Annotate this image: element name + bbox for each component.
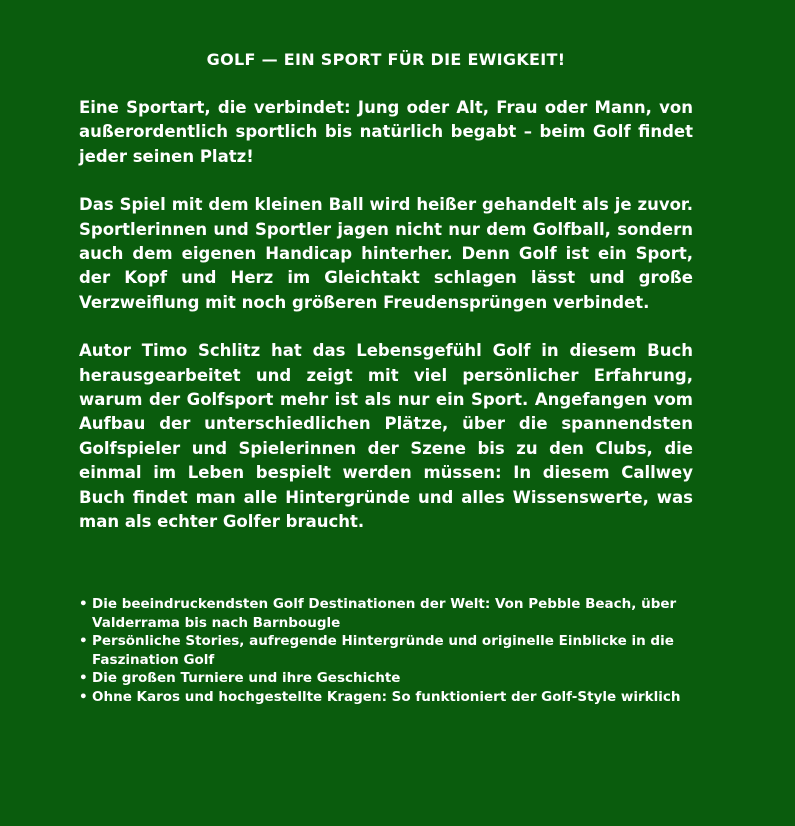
list-item-text: Persönliche Stories, aufregende Hintergründe und originelle Einblicke in die Faszination Golf <box>92 633 674 668</box>
bullet-icon: • <box>79 596 88 612</box>
bullet-icon: • <box>79 670 88 686</box>
list-item <box>79 688 693 707</box>
book-blurb <box>79 50 693 705</box>
page-title: GOLF — EIN SPORT FÜR DIE EWIGKEIT! <box>206 50 566 69</box>
list-item <box>79 669 693 688</box>
bullet-icon: • <box>79 688 88 705</box>
bullet-icon: • <box>79 633 88 649</box>
list-item-text: Die großen Turniere und ihre Geschichte <box>92 670 401 686</box>
list-item <box>79 632 693 669</box>
author-paragraph: Autor Timo Schlitz hat das Lebensgefühl Golf in diesem Buch herausgearbeitet und zeigt mit viel persönlicher Erfahrung, warum der Golfsport mehr ist als nur ein Sport. Angefangen vom Aufbau der unterschiedlichen Plätze, über die spannendsten Golfspieler und Spielerinnen der Szene bis zu den Clubs, die einmal im Leben bespielt werden müssen: In diesem Callwey Buch findet man alle Hintergründe und alles Wissenswerte, was man als echter Golfer braucht. <box>79 341 693 532</box>
body-paragraph: Das Spiel mit dem kleinen Ball wird heißer gehandelt als je zuvor. Sportlerinnen und Sportler jagen nicht nur dem Golfball, sondern auch dem eigenen Handicap hinterher. Denn Golf ist ein Sport, der Kopf und Herz im Gleichtakt schlagen lässt und große Verzweiflung mit noch größeren Freudensprüngen verbindet. <box>79 195 693 312</box>
intro-paragraph: Eine Sportart, die verbindet: Jung oder Alt, Frau oder Mann, von außerordentlich sportlich bis natürlich begabt – beim Golf findet jeder seinen Platz! <box>79 98 693 166</box>
list-item <box>79 595 693 632</box>
list-item-text: Die beeindruckendsten Golf Destinationen der Welt: Von Pebble Beach, über Valderrama bis nach Barnbougle <box>92 596 677 631</box>
list-item-text: Ohne Karos und hochgestellte Kragen: So funktioniert der Golf-Style wirklich <box>92 688 681 705</box>
feature-list <box>79 595 693 706</box>
